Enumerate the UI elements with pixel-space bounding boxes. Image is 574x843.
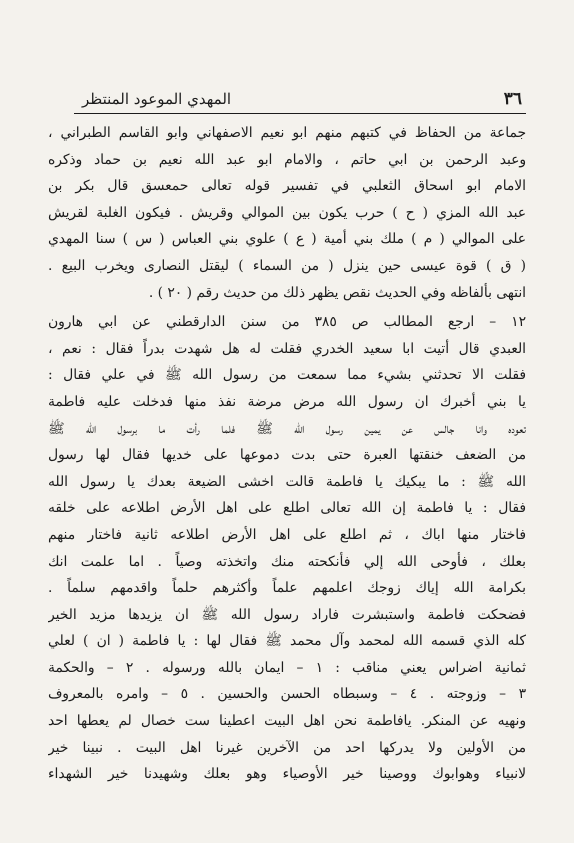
text-line: لانبياء وهوابوك ووصينا خير الأوصياء وهو بعلك وشهيدنا خير الشهداء bbox=[48, 766, 526, 783]
text-line: تعوده وانا جالس عن يمين رسول الله ﷺ فلما رأت ما برسول الله ﷺ bbox=[48, 420, 526, 437]
paragraph-1 bbox=[48, 120, 526, 306]
text-line: انتهى بألفاظه وفي الحديث نقص يظهر ذلك من حديث رقم ( ٢٠ ) . bbox=[148, 284, 526, 301]
text-line: ثمانية اضراس يعني مناقب : ١ – ايمان بالله ورسوله . ٢ – والحكمة bbox=[48, 659, 526, 676]
text-line: من الأولين ولا يدركها احد من الآخرين غيرنا اهل البيت . نبينا خير bbox=[48, 739, 526, 756]
text-line: على الموالي ( م ) ملك بني أمية ( ع ) علوي بني العباس ( س ) سنا المهدي bbox=[48, 231, 526, 248]
text-line: ( ق ) قوة عيسى حين ينزل ( من السماء ) ليقتل النصارى ويخرب البيع . bbox=[48, 257, 526, 274]
text-line: بكرامة الله إياك زوجك اعلمهم علماً وأكثرهم حلماً واقدمهم سلماً . bbox=[48, 580, 526, 597]
header-rule bbox=[74, 113, 526, 114]
text-line: يا بني أخبرك ان رسول الله مرض مرضة نفذ منها فدخلت عليه فاطمة bbox=[48, 393, 526, 410]
text-line: فقال : يا فاطمة إن الله تعالى اطلع على اهل الأرض اطلاعه على خلقه bbox=[48, 500, 526, 517]
text-line: وعبد الرحمن بن ابي حاتم ، والامام ابو عبد الله نعيم بن حماد وذكره bbox=[48, 151, 526, 168]
text-line: جماعة من الحفاظ في كتبهم منهم ابو نعيم الاصفهاني وابو القاسم الطبراني ، bbox=[48, 125, 526, 141]
body-text bbox=[48, 120, 526, 788]
running-title: المهدي الموعود المنتظر bbox=[82, 90, 232, 108]
text-line: ٣ – وزوجته . ٤ – وسبطاه الحسن والحسين . ٥ – وامره بالمعروف bbox=[48, 686, 526, 703]
text-line: فضحكت فاطمة واستبشرت فاراد رسول الله ﷺ ان يزيدها مزيد الخير bbox=[48, 606, 526, 623]
text-line: الامام ابو اسحاق الثعلبي في تفسير قوله تعالى حمعسق قال بكر بن bbox=[48, 178, 526, 195]
text-line: الله ﷺ : ما يبكيك يا فاطمة قالت اخشى الضيعة بعدك يا رسول الله bbox=[48, 473, 526, 490]
text-line: كله الذي قسمه الله لمحمد وآل محمد ﷺ فقال لها : يا فاطمة ( ان ) لعلي bbox=[48, 633, 526, 650]
text-line: العبدي قال أتيت ابا سعيد الخدري فقلت له هل شهدت بدراً فقال : نعم ، bbox=[48, 340, 526, 357]
page-header bbox=[82, 86, 522, 112]
page-number: ٣٦ bbox=[503, 89, 522, 109]
text-line: عبد الله المزي ( ح ) حرب يكون بين الموالي وقريش . فيكون الغلبة لقريش bbox=[48, 204, 526, 221]
text-line: فقلت الا تحدثني بشيء مما سمعت من رسول الله ﷺ في علي فقال : bbox=[48, 367, 526, 384]
text-line: ونهيه عن المنكر. يافاطمة نحن اهل البيت اعطينا ست خصال لم يعطها احد bbox=[48, 713, 526, 730]
text-line: ١٢ – ارجع المطالب ص ٣٨٥ من سنن الدارقطني عن ابي هارون bbox=[48, 314, 526, 331]
text-line: فاختار منها اباك ، ثم اطلع على اهل الأرض اطلاعه ثانية فاختار منهم bbox=[48, 526, 526, 543]
text-line: بعلك ، فأوحى الله إلي فأنكحته منك واتخذته وصياً . اما علمت انك bbox=[48, 553, 526, 570]
text-line: من الضعف خنقتها العبرة حتى بدت دموعها على خديها فقال لها رسول bbox=[48, 447, 526, 464]
paragraph-2 bbox=[48, 309, 526, 788]
